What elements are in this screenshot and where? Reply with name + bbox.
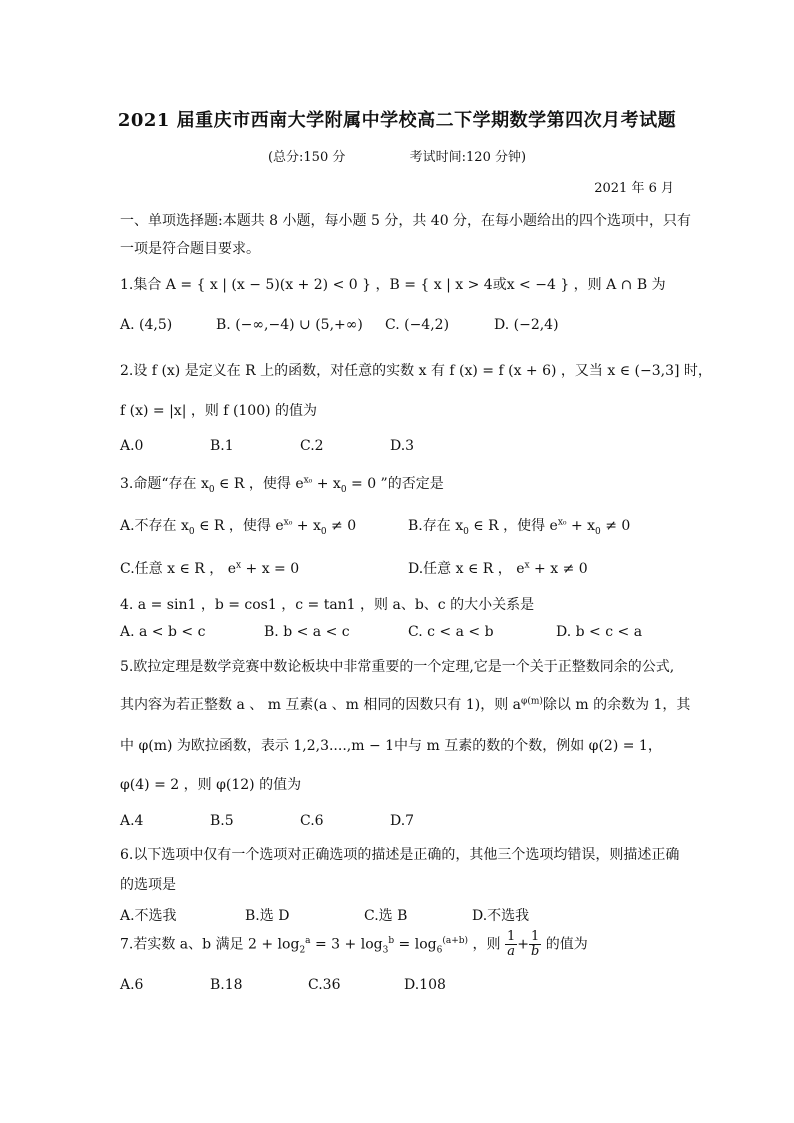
question-2-stem-line1: 2.设 f (x) 是定义在 R 上的函数，对任意的实数 x 有 f (x) = f (x + 6) ，又当 x ∈ (−3,3] 时， <box>120 363 712 379</box>
q4-option-c: C. c < a < b <box>408 624 494 640</box>
question-1-stem: 1.集合 A = { x | (x − 5)(x + 2) < 0 } ，B = { x | x > 4或x < −4 } ，则 A ∩ B 为 <box>120 277 666 293</box>
fraction-1-over-b: $\frac{1}{b}$ <box>530 929 540 959</box>
question-7-stem: 7.若实数 a、b 满足 $2 + \log_2^a = 3 + \log_3^b = \log_6^{(a+b)}$ ，则 $\frac{1}{a}$ + $\frac{1}{b}$ 的值为 <box>120 929 588 959</box>
fraction-1-over-a: $\frac{1}{a}$ <box>506 929 516 959</box>
q1-option-a: A. (4,5) <box>120 317 173 333</box>
total-score: (总分:150 分 <box>267 150 346 165</box>
q7-option-c: C.36 <box>308 977 341 993</box>
question-6-line2: 的选项是 <box>120 877 176 893</box>
q5-option-b: B.5 <box>210 813 234 829</box>
section-intro-line1: 一、单项选择题:本题共 8 小题，每小题 5 分，共 40 分，在每小题给出的四个选项中，只有 <box>120 213 692 229</box>
q6-option-a: A.不选我 <box>120 908 177 924</box>
question-2-stem-line2: f (x) = |x| ，则 f (100) 的值为 <box>120 403 318 419</box>
q2-option-a: A.0 <box>120 438 144 454</box>
section-intro-line2: 一项是符合题目要求。 <box>120 241 260 257</box>
q7-option-d: D.108 <box>404 977 446 993</box>
exam-time: 考试时间:120 分钟) <box>409 150 527 165</box>
question-5-line2: 其内容为若正整数 a 、 m 互素(a 、m 相同的因数只有 1)，则 $a^{\varphi(m)}$除以 m 的余数为 1，其 <box>120 696 691 713</box>
q6-option-d: D.不选我 <box>472 908 530 924</box>
question-6-line1: 6.以下选项中仅有一个选项对正确选项的描述是正确的，其他三个选项均错误，则描述正确 <box>120 847 680 863</box>
q3-option-a: A.不存在 $x_0$ ∈ R ，使得 $e^{x_0} + x_0 \ne 0$ <box>120 517 357 537</box>
q3-option-b: B.存在 $x_0$ ∈ R ，使得 $e^{x_0} + x_0 \ne 0$ <box>408 517 631 537</box>
question-5-line3: 中 φ(m) 为欧拉函数，表示 1,2,3....,m − 1中与 m 互素的数的个数，例如 φ(2) = 1， <box>120 738 662 754</box>
q5-option-c: C.6 <box>300 813 324 829</box>
exam-title: 2021 届重庆市西南大学附属中学校高二下学期数学第四次月考试题 <box>117 110 677 131</box>
q2-option-b: B.1 <box>210 438 234 454</box>
q1-option-c: C. (−4,2) <box>385 317 450 333</box>
exam-info <box>0 146 794 165</box>
question-4-stem: 4. a = sin1 ，b = cos1 ，c = tan1 ，则 a、b、c 的大小关系是 <box>120 597 535 613</box>
q7-option-a: A.6 <box>120 977 144 993</box>
question-3-stem: 3.命题“存在 $x_0$ ∈ R ，使得 $e^{x_0} + x_0 = 0$ ”的否定是 <box>120 475 444 495</box>
q6-option-c: C.选 B <box>364 908 408 924</box>
q1-option-b: B. (−∞,−4) ∪ (5,+∞) <box>216 317 363 333</box>
q2-option-d: D.3 <box>390 438 415 454</box>
q3-option-d: D.任意 x ∈ R ， $e^x + x \ne 0$ <box>408 560 588 577</box>
question-5-line1: 5.欧拉定理是数学竞赛中数论板块中非常重要的一个定理,它是一个关于正整数同余的公式, <box>120 659 675 675</box>
exam-date: 2021 年 6 月 <box>594 181 674 196</box>
q7-option-b: B.18 <box>210 977 243 993</box>
q2-option-c: C.2 <box>300 438 324 454</box>
q4-option-b: B. b < a < c <box>264 624 350 640</box>
q5-option-a: A.4 <box>120 813 144 829</box>
q5-option-d: D.7 <box>390 813 415 829</box>
q4-option-d: D. b < c < a <box>556 624 643 640</box>
question-5-line4: φ(4) = 2 ，则 φ(12) 的值为 <box>120 777 302 793</box>
q1-option-d: D. (−2,4) <box>494 317 559 333</box>
q4-option-a: A. a < b < c <box>120 624 206 640</box>
q3-option-c: C.任意 x ∈ R ， $e^x + x = 0$ <box>120 560 300 577</box>
q6-option-b: B.选 D <box>245 908 290 924</box>
